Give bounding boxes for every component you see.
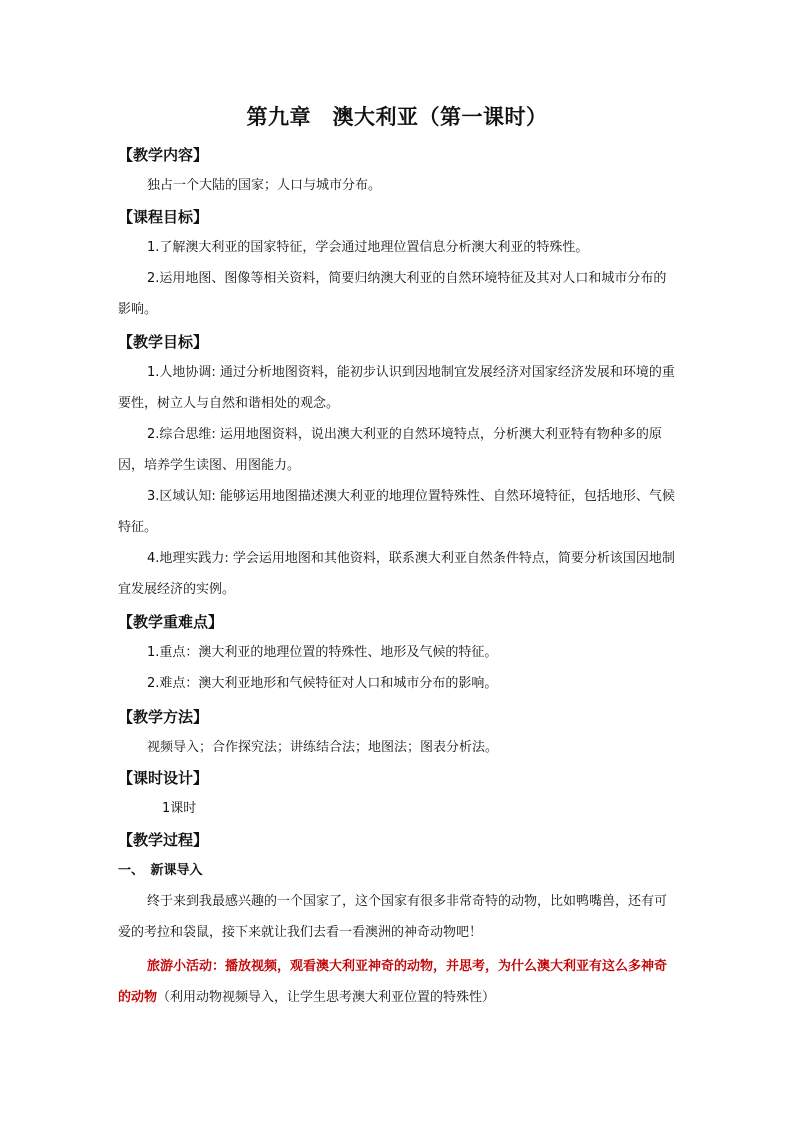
section-heading-content: 【教学内容】 <box>118 146 209 164</box>
teaching-goal-item: 2.综合思维: 运用地图资料，说出澳大利亚的自然环境特点，分析澳大利亚特有物种多的原因，培养学生读图、用图能力。 <box>118 427 662 473</box>
section-heading-teaching-goals: 【教学目标】 <box>118 333 209 351</box>
design-text: 1课时 <box>162 801 197 816</box>
teaching-goal-item: 4.地理实践力: 学会运用地图和其他资料，联系澳大利亚自然条件特点，简要分析该国因地制宜发展经济的实例。 <box>118 551 675 597</box>
process-step-title: 一、 新课导入 <box>118 863 203 878</box>
activity-note: （利用动物视频导入，让学生思考澳大利亚位置的特殊性） <box>157 990 496 1005</box>
teaching-goal-item: 1.人地协调: 通过分析地图资料，能初步认识到因地制宜发展经济对国家经济发展和环境的重要性，树立人与自然和谐相处的观念。 <box>118 365 675 411</box>
document-title: 第九章 澳大利亚（第一课时） <box>246 104 548 129</box>
section-heading-process: 【教学过程】 <box>118 831 209 849</box>
key-point-item: 2.难点：澳大利亚地形和气候特征对人口和城市分布的影响。 <box>147 676 498 691</box>
teaching-goal-item: 3.区域认知: 能够运用地图描述澳大利亚的地理位置特殊性、自然环境特征，包括地形、气候特征。 <box>118 489 675 535</box>
section-heading-methods: 【教学方法】 <box>118 708 209 726</box>
section-heading-key-points: 【教学重难点】 <box>118 613 224 631</box>
process-step-text: 终于来到我最感兴趣的一个国家了，这个国家有很多非常奇特的动物，比如鸭嘴兽，还有可爱的考拉和袋鼠，接下来就让我们去看一看澳洲的神奇动物吧！ <box>118 894 668 940</box>
key-point-item: 1.重点：澳大利亚的地理位置的特殊性、地形及气候的特征。 <box>147 645 498 660</box>
process-activity <box>118 951 678 1013</box>
section-heading-design: 【课时设计】 <box>118 769 209 787</box>
course-goal-item: 1.了解澳大利亚的国家特征，学会通过地理位置信息分析澳大利亚的特殊性。 <box>147 240 589 255</box>
course-goal-item: 2.运用地图、图像等相关资料，简要归纳澳大利亚的自然环境特征及其对人口和城市分布的影响。 <box>118 271 667 317</box>
methods-text: 视频导入；合作探究法；讲练结合法；地图法；图表分析法。 <box>147 740 499 755</box>
content-text: 独占一个大陆的国家；人口与城市分布。 <box>147 178 382 193</box>
section-heading-course-goals: 【课程目标】 <box>118 208 209 226</box>
activity-highlight: 旅游小活动：播放视频，观看澳大利亚神奇的动物，并思考，为什么澳大利亚有这么多神奇的动物 <box>118 959 668 1005</box>
